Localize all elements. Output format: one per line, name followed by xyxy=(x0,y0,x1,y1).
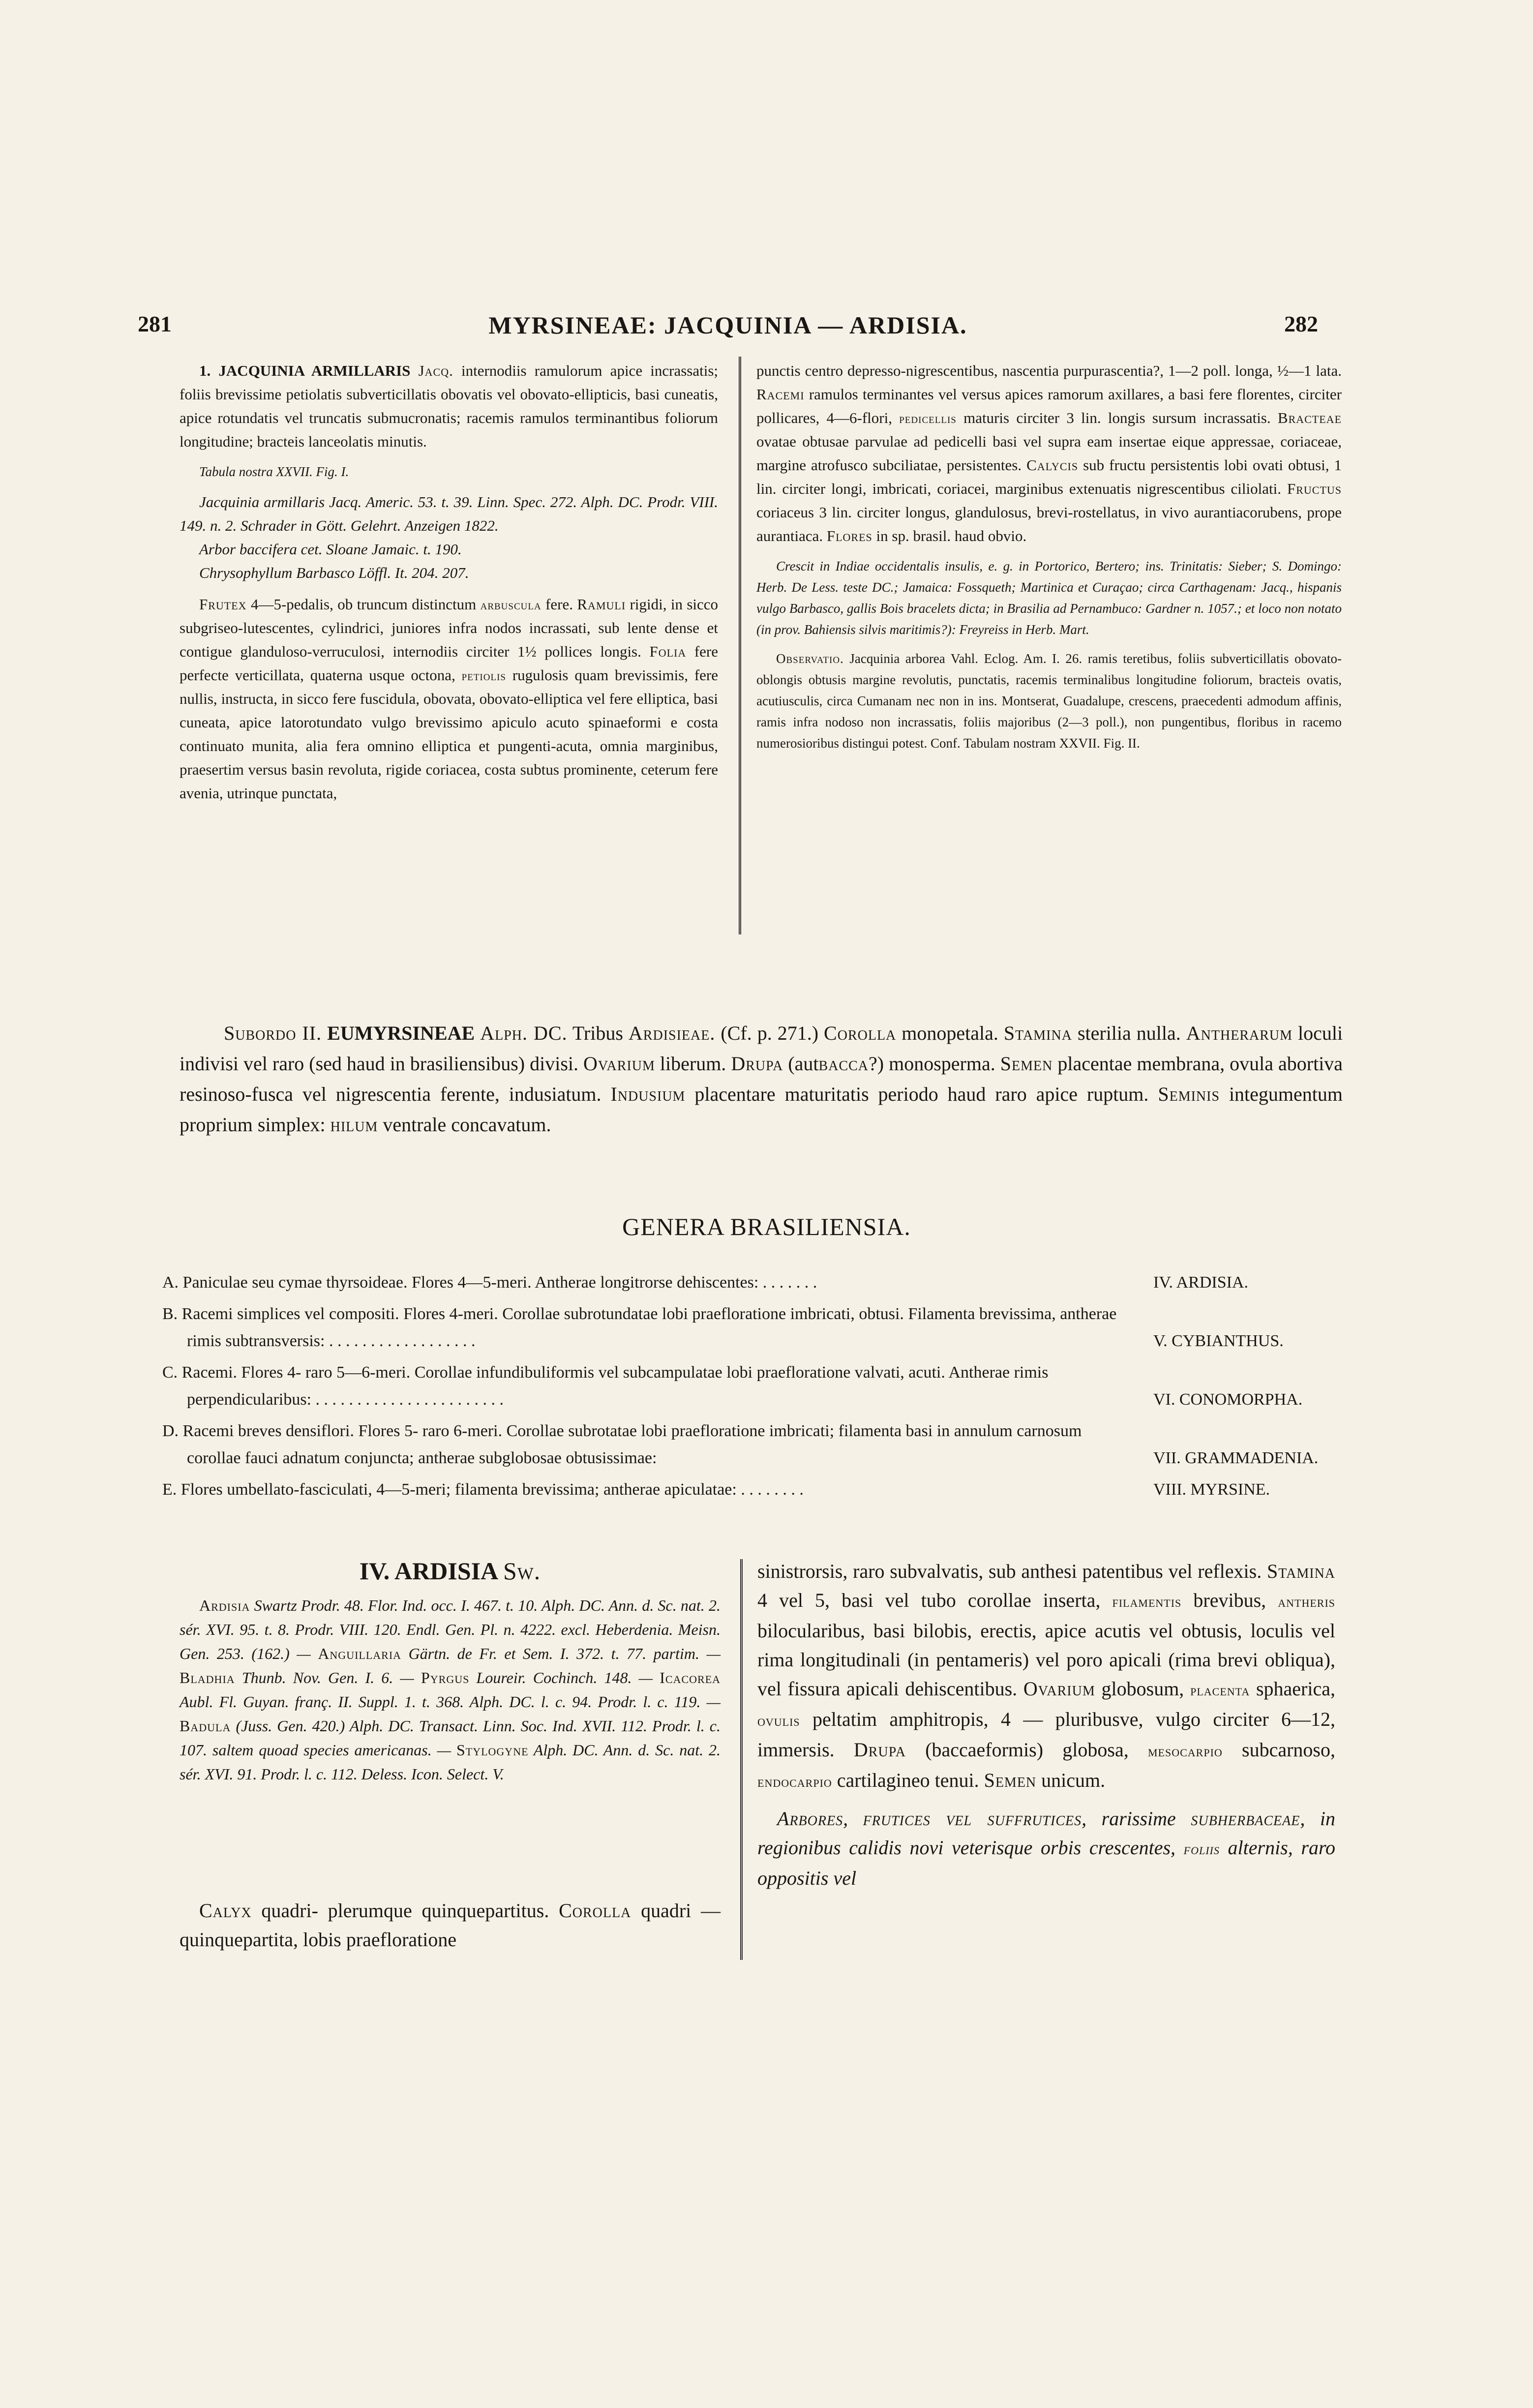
ardisia-title-author: Sw. xyxy=(503,1557,541,1585)
folia-text: fere perfecte verticillata, quaterna usque octona, xyxy=(180,643,719,684)
synonymy-text: Thunb. Nov. Gen. I. 6. — xyxy=(241,1669,414,1686)
desc-text: sinistrorsis, raro subvalvatis, sub anthesi patentibus vel reflexis. xyxy=(757,1560,1262,1582)
label-badula: Badula xyxy=(180,1717,231,1735)
label-antherarum: Antherarum xyxy=(1186,1022,1293,1044)
synonym-1: Jacquinia armillaris Jacq. Americ. 53. t. 39. Linn. Spec. 272. Alph. DC. Prodr. VIII. 149. n. 2. Schrader in Gött. Gelehrt. Anzeigen 1822. xyxy=(180,493,718,534)
suborder-text: ventrale concavatum. xyxy=(383,1114,551,1136)
corolla-text: quadri — quinquepartita, lobis praefloratione xyxy=(180,1899,721,1951)
habitat-paragraph: Arbores, frutices vel suffrutices, rarissime subherbaceae, in regionibus calidis novi veterisque orbis crescentes, foliis alternis, raro oppositis vel xyxy=(757,1807,1336,1889)
synonymy-text: (Juss. Gen. 420.) Alph. DC. Transact. Linn. Soc. Ind. XVII. 112. Prodr. l. c. 107. saltem quoad species americanas. — xyxy=(180,1717,721,1759)
leaf-text: punctis centro depresso-nigrescentibus, nascentia purpurascentia?, 1—2 poll. longa, ½—1 lata. xyxy=(756,362,1342,379)
key-result: VII. GRAMMADENIA. xyxy=(1153,1449,1319,1467)
ramuli-text: rigidi, in sicco subgriseo-lutescentes, cylindrici, juniores infra nodos incrassati, sub lente dense et contigue glanduloso-verruculosi, internodiis circiter 1½ pollices longis. xyxy=(180,596,719,660)
key-row xyxy=(162,1300,1357,1354)
key-text: A. Paniculae seu cymae thyrsoideae. Flores 4—5-meri. Antherae longitrorse dehiscentes: . . . . . . . xyxy=(162,1273,817,1292)
label-foliis: foliis xyxy=(1183,1840,1220,1858)
key-text: C. Racemi. Flores 4- raro 5—6-meri. Corollae infundibuliformis vel subcampulatae lobi praefloratione valvati, acuti. Antherae rimis perpendicularibus: . . . . . . . . . . . . . . . . . . . . . . . xyxy=(162,1363,1049,1409)
label-frutices: frutices vel suffrutices xyxy=(863,1807,1082,1830)
label-drupa: Drupa xyxy=(853,1739,906,1761)
label-stylogyne: Stylogyne xyxy=(456,1741,529,1759)
label-arbores: Arbores xyxy=(777,1807,843,1830)
synonymy-text: Aubl. Fl. Guyan. franç. II. Suppl. 1. t. 368. Alph. DC. l. c. 94. Prodr. l. c. 119. — xyxy=(180,1693,721,1711)
desc-text: globosum, xyxy=(1101,1678,1184,1700)
suborder-paragraph xyxy=(180,1018,1343,1140)
habitat-text: , rarissime xyxy=(1082,1807,1176,1830)
suborder-text: ?) monosperma. xyxy=(869,1053,995,1075)
label-observatio: Observatio. xyxy=(776,651,844,666)
observatio-text: Jacquinia arborea Vahl. Eclog. Am. I. 26. ramis teretibus, foliis subverticillatis obovato-oblongis obtusis margine revolutis, punctatis, racemis terminalibus longitudine foliorum, bracteis ovatis, acutiusculis, circa Cumanam nec non in ins. Montserat, Guadalupe, crescens, praecedenti admodum affinis, ramis infra nodoso non incrassatis, foliis majoribus (2—3 poll.), non pungentibus, floribus in racemo numerosioribus distingui potest. Conf. Tabulam nostram XXVII. Fig. II. xyxy=(756,651,1342,751)
suborder-text: liberum. xyxy=(660,1053,726,1075)
synonymy-text: Alph. DC. Ann. d. Sc. nat. 2. sér. XVI. 91. Prodr. l. c. 112. Deless. Icon. Select. V. xyxy=(180,1741,721,1783)
suborder-text: (Cf. p. 271.) xyxy=(721,1022,819,1044)
species-diagnosis xyxy=(180,359,718,453)
ardisia-description-cont xyxy=(757,1557,1335,1893)
label-frutex: Frutex xyxy=(199,596,247,613)
label-bracteae: Bracteae xyxy=(1277,409,1342,426)
label-subherbaceae: subherbaceae xyxy=(1191,1807,1300,1830)
desc-text: sphaerica, xyxy=(1256,1678,1335,1700)
suborder-text: placentare maturitatis periodo haud raro apice ruptum. xyxy=(694,1083,1149,1105)
frutex-text-end: fere. xyxy=(545,596,573,613)
key-result: IV. ARDISIA. xyxy=(1153,1273,1249,1292)
suborder-text: placentae membrana, ovula abortiva resinoso-fusca vel nigrescentia ferente, indusiatum. xyxy=(180,1053,1343,1105)
label-indusium: Indusium xyxy=(610,1083,686,1105)
bracteae-text: ovatae obtusae parvulae ad pedicelli basi vel supra eam insertae eique appressae, coriaceae, margine atrofusco subciliatae, persistentes. xyxy=(756,433,1342,474)
label-ovulis: ovulis xyxy=(757,1712,800,1729)
tabula-reference: Tabula nostra XXVII. Fig. I. xyxy=(199,464,349,479)
label-pyrgus: Pyrgus xyxy=(421,1669,470,1686)
label-stamina: Stamina xyxy=(1003,1022,1072,1044)
desc-text: bilocularibus, basi bilobis, erectis, apice acutis vel obtusis, loculis vel rima longitudinali (in pentameris) vel poro apicali (rima brevi obliqua), vel fissura apicali dehiscentibus. xyxy=(757,1620,1335,1700)
label-folia: Folia xyxy=(649,643,687,660)
description-continued xyxy=(756,359,1342,548)
synonymy-paragraph xyxy=(180,1594,721,1786)
species-author: Jacq. xyxy=(418,362,453,379)
key-row xyxy=(162,1269,1357,1296)
label-bacca: bacca xyxy=(818,1053,869,1075)
suborder-author: Alph. DC. xyxy=(480,1022,568,1044)
label-ramuli: Ramuli xyxy=(577,596,626,613)
label-anguillaria: Anguillaria xyxy=(318,1645,402,1662)
folia-text-cont: rugulosis quam brevissimis, fere nullis, instructa, in sicco fere fuscidula, obovata, obovato-elliptica vel fere elliptica, basi cuneata, apice latorotundato vulgo brevissimo apiculo acuto spinaeformi e costa continuato munita, alia fera omnino elliptica et pungenti-acuta, omnia marginibus, praesertim versus basin revoluta, rigide coriacea, costa subtus prominente, ceterum fere avenia, utrinque punctata, xyxy=(180,666,718,802)
label-icacorea: Icacorea xyxy=(660,1669,721,1686)
synonymy-text: Gärtn. de Fr. et Sem. I. 372. t. 77. partim. — xyxy=(408,1645,721,1662)
ardisia-synonymy xyxy=(180,1594,721,1786)
page-number-right: 282 xyxy=(1284,311,1318,336)
label-arbuscula: arbuscula xyxy=(480,598,541,612)
desc-text: unicum. xyxy=(1041,1769,1106,1791)
diagnosis-text: internodiis ramulorum apice incrassatis; foliis brevissime petiolatis subverticillatis obovatis vel obovato-ellipticis, basi cuneatis, apice rotundatis vel truncatis submucronatis; racemis ramulos terminantibus foliorum longitudine; bracteis lanceolatis minutis. xyxy=(180,362,718,450)
fructus-text: coriaceus 3 lin. circiter longus, glandulosus, brevi-rostellatus, in vivo aurantiacorubens, prope aurantiaca. xyxy=(756,504,1342,544)
right-column-top xyxy=(756,359,1342,754)
desc-text: subcarnoso, xyxy=(1242,1739,1335,1761)
racemi-text: ramulos terminantes vel versus apices ramorum axillares, a basi fere florentes, circiter pollicares, 4—6-flori, xyxy=(756,386,1342,426)
label-corolla: Corolla xyxy=(559,1899,631,1922)
observatio-paragraph xyxy=(756,648,1342,754)
column-divider-bottom xyxy=(740,1559,743,1960)
page-number-left: 281 xyxy=(138,311,172,336)
ardisia-description-start xyxy=(180,1896,721,1954)
suborder-label: Subordo II. xyxy=(224,1022,322,1044)
key-row xyxy=(162,1359,1357,1413)
label-semen: Semen xyxy=(984,1769,1037,1791)
key-text: E. Flores umbellato-fasciculati, 4—5-meri; filamenta brevissima; antherae apiculatae: . . . . . . . . xyxy=(162,1480,804,1499)
label-hilum: hilum xyxy=(330,1114,378,1136)
label-placenta: placenta xyxy=(1190,1682,1250,1699)
label-petiolis: petiolis xyxy=(461,668,506,683)
desc-text: peltatim amphitropis, 4 — pluribusve, vulgo circiter 6—12, immersis. xyxy=(757,1708,1336,1761)
genera-key xyxy=(162,1269,1357,1503)
label-fructus: Fructus xyxy=(1287,480,1342,497)
label-ovarium: Ovarium xyxy=(1023,1678,1095,1700)
label-ovarium: Ovarium xyxy=(583,1053,655,1075)
key-text: B. Racemi simplices vel compositi. Flores 4-meri. Corollae subrotundatae lobi praefloratione imbricati, obtusi. Filamenta brevissima, antherae rimis subtransversis: . . . . . . . . . . . . . . . . . . xyxy=(162,1305,1117,1350)
key-result: V. CYBIANTHUS. xyxy=(1153,1332,1284,1350)
key-text: D. Racemi breves densiflori. Flores 5- raro 6-meri. Corollae subrotatae lobi praefloratione imbricati; filamenta basi in annulum carnosum corollae fauci adnatum conjuncta; antherae subglobosae obtusissimae: xyxy=(162,1422,1082,1467)
key-result: VI. CONOMORPHA. xyxy=(1153,1390,1303,1409)
desc-text: cartilagineo tenui. xyxy=(837,1769,979,1791)
habitat-text: , in regionibus calidis novi veterisque orbis crescentes, xyxy=(757,1807,1336,1859)
suborder-text: loculi indivisi vel raro (sed haud in brasiliensibus) divisi. xyxy=(180,1022,1343,1075)
label-semen: Semen xyxy=(1000,1053,1053,1075)
genera-heading: GENERA BRASILIENSIA. xyxy=(622,1213,911,1240)
tribus-name: Ardisieae. xyxy=(628,1022,716,1044)
calycis-text: sub fructu persistentis lobi ovati obtusi, 1 lin. circiter longi, imbricati, coriacei, marginibus extenuatis nigrescentibus ciliolati. xyxy=(756,456,1342,497)
suborder-text: (aut xyxy=(788,1053,819,1075)
suborder-text: sterilia nulla. xyxy=(1077,1022,1181,1044)
frutex-text: 4—5-pedalis, ob truncum distinctum xyxy=(250,596,477,613)
synonym-3: Chrysophyllum Barbasco Löffl. It. 204. 207. xyxy=(199,564,469,581)
synonymy-text: Loureir. Cochinch. 148. — xyxy=(476,1669,653,1686)
label-racemi: Racemi xyxy=(756,386,805,403)
left-column-top xyxy=(180,359,718,805)
desc-text: 4 vel 5, basi vel tubo corollae inserta, xyxy=(757,1589,1101,1611)
ardisia-characters xyxy=(757,1557,1335,1796)
synonymy-text: Swartz Prodr. 48. Flor. Ind. occ. I. 467. t. 10. Alph. DC. Ann. d. Sc. nat. 2. sér. XVI. 95. t. 8. Prodr. VIII. 120. Endl. Gen. Pl. n. 4222. excl. Heberdenia. Meisn. Gen. 253. (162.) — xyxy=(180,1596,721,1662)
label-antheris: antheris xyxy=(1278,1593,1336,1610)
label-mesocarpio: mesocarpio xyxy=(1147,1743,1223,1760)
running-header xyxy=(138,311,1318,340)
description-paragraph xyxy=(180,593,718,805)
crescit-paragraph: Crescit in Indiae occidentalis insulis, e. g. in Portorico, Bertero; ins. Trinitatis: Sieber; S. Domingo: Herb. De Less. teste DC.; Jamaica: Fossqueth; Martinica et Curaçao; circa Carthagenam: Jacq., hispanis vulgo Barbasco, gallis Bois bracelets dicta; in Brasilia ad Pernambuco: Gardner n. 1057.; et loco non notato (in prov. Bahiensis silvis maritimis?): Freyreiss in Herb. Mart. xyxy=(756,559,1342,637)
label-seminis: Seminis xyxy=(1158,1083,1220,1105)
key-result: VIII. MYRSINE. xyxy=(1153,1480,1270,1499)
suborder-text: monopetala. xyxy=(902,1022,998,1044)
desc-text: brevibus, xyxy=(1193,1589,1266,1611)
label-endocarpio: endocarpio xyxy=(757,1773,832,1790)
habitat-text: alternis, raro oppositis vel xyxy=(757,1836,1336,1889)
label-calyx: Calyx xyxy=(199,1899,252,1922)
label-flores: Flores xyxy=(826,527,872,544)
label-stamina: Stamina xyxy=(1267,1560,1336,1582)
label-filamentis: filamentis xyxy=(1112,1593,1182,1610)
suborder-text: integumentum proprium simplex: xyxy=(180,1083,1343,1136)
label-corolla: Corolla xyxy=(824,1022,897,1044)
column-divider-top xyxy=(739,357,741,934)
species-heading: 1. JACQUINIA ARMILLARIS xyxy=(199,362,411,379)
label-pedicellis: pedicellis xyxy=(899,411,957,426)
label-drupa: Drupa xyxy=(731,1053,783,1075)
desc-text: (baccaeformis) globosa, xyxy=(925,1739,1129,1761)
label-ardisia: Ardisia xyxy=(199,1596,250,1614)
suborder-name: EUMYRSINEAE xyxy=(327,1022,475,1044)
synonym-2: Arbor baccifera cet. Sloane Jamaic. t. 190. xyxy=(199,541,462,558)
running-title: MYRSINEAE: JACQUINIA — ARDISIA. xyxy=(488,311,967,339)
ardisia-title: IV. ARDISIA xyxy=(359,1557,497,1585)
calyx-text: quadri- plerumque quinquepartitus. xyxy=(261,1899,549,1922)
label-bladhia: Bladhia xyxy=(180,1669,235,1686)
suborder-text: Tribus xyxy=(572,1022,623,1044)
pedicellis-text: maturis circiter 3 lin. longis sursum incrassatis. xyxy=(963,409,1271,426)
key-row xyxy=(162,1417,1357,1472)
key-row xyxy=(162,1476,1357,1503)
flores-text: in sp. brasil. haud obvio. xyxy=(876,527,1027,544)
label-calycis: Calycis xyxy=(1026,456,1079,474)
ardisia-heading xyxy=(180,1557,721,1585)
